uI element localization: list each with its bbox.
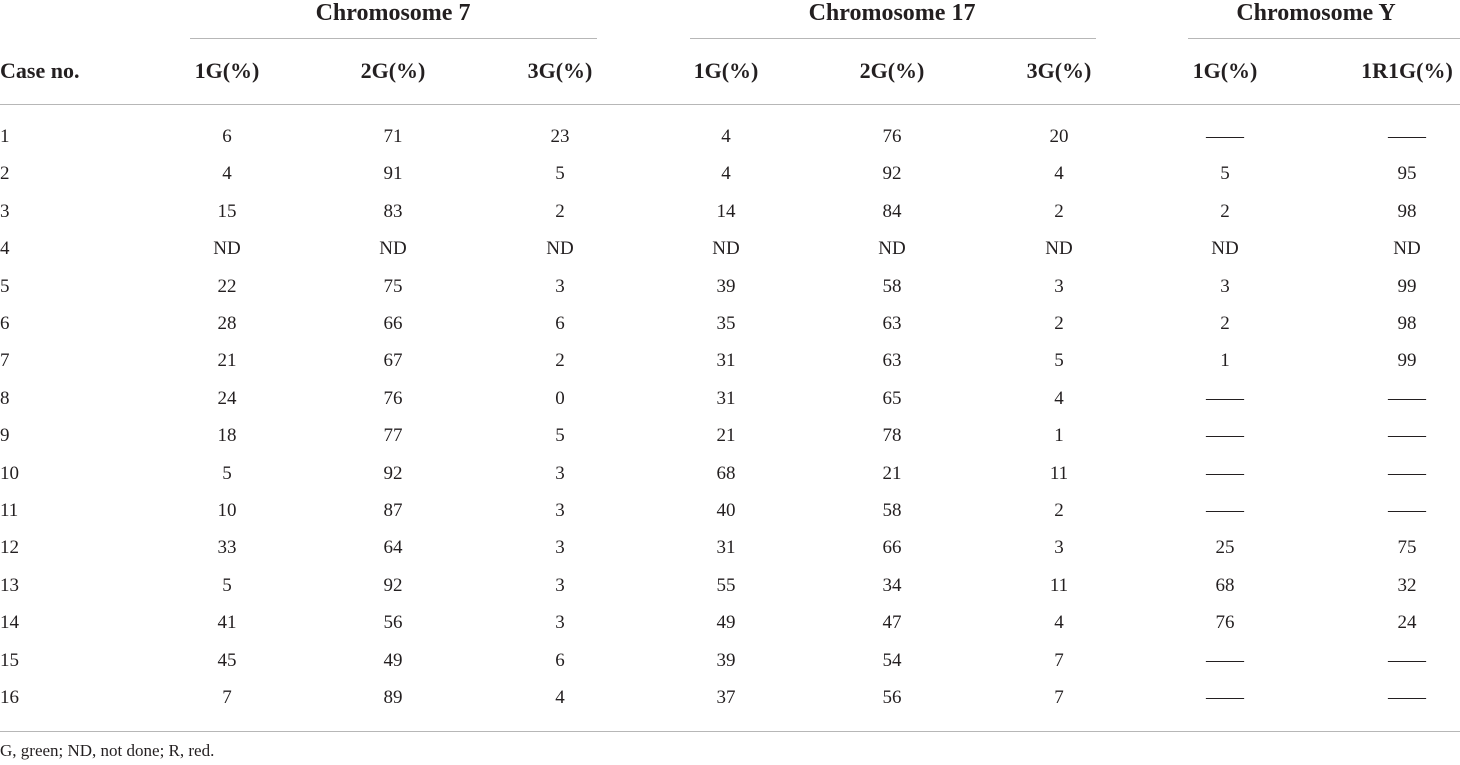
table-cell: 4 xyxy=(222,163,232,185)
table-cell: 5 xyxy=(222,462,232,484)
table-cell: 1 xyxy=(1054,425,1064,447)
table-cell: 5 xyxy=(555,163,565,185)
table-cell: 68 xyxy=(1215,574,1235,596)
case-number-cell: 8 xyxy=(0,387,10,409)
table-cell: —— xyxy=(1206,425,1244,447)
table-cell: 54 xyxy=(882,649,902,671)
table-cell: 76 xyxy=(383,387,403,409)
case-number-cell: 15 xyxy=(0,649,19,671)
table-cell: 1 xyxy=(1220,350,1230,372)
table-cell: 68 xyxy=(716,462,736,484)
table-cell: 15 xyxy=(217,200,237,222)
case-number-cell: 14 xyxy=(0,612,19,634)
table-cell: 64 xyxy=(383,537,403,559)
table-cell: —— xyxy=(1206,126,1244,147)
table-cell: —— xyxy=(1388,387,1426,409)
table-cell: 34 xyxy=(882,574,902,596)
table-cell: 89 xyxy=(383,687,403,708)
table-cell: —— xyxy=(1206,462,1244,484)
table-cell: 5 xyxy=(1220,163,1230,185)
case-number-cell: 16 xyxy=(0,687,19,708)
column-header-6: 3G(%) xyxy=(1026,58,1092,83)
table-cell: 92 xyxy=(882,163,902,185)
table-cell: 4 xyxy=(721,163,731,185)
table-cell: 7 xyxy=(1054,687,1064,708)
table-cell: 78 xyxy=(882,425,902,447)
table-bottom-rule xyxy=(0,731,1460,732)
table-cell: 99 xyxy=(1397,275,1417,297)
table-cell: 45 xyxy=(217,649,237,671)
table-cell: —— xyxy=(1388,687,1426,708)
table-cell: 76 xyxy=(1215,612,1235,634)
table-cell: 4 xyxy=(1054,387,1064,409)
table-cell: 32 xyxy=(1397,574,1417,596)
table-cell: 0 xyxy=(555,387,565,409)
group-underline-chromosome-7 xyxy=(190,38,597,39)
case-number-cell: 7 xyxy=(0,350,10,372)
table-cell: 47 xyxy=(882,612,902,634)
table-cell: ND xyxy=(1393,238,1421,260)
column-header-4: 1G(%) xyxy=(693,58,759,83)
table-cell: 4 xyxy=(1054,612,1064,634)
table-cell: 28 xyxy=(217,313,237,334)
table-cell: 66 xyxy=(882,537,902,559)
table-cell: 84 xyxy=(882,200,902,222)
table-cell: 77 xyxy=(383,425,403,447)
table-cell: —— xyxy=(1388,462,1426,484)
table-cell: 39 xyxy=(716,649,736,671)
table-cell: 2 xyxy=(1054,200,1064,222)
table-cell: 3 xyxy=(1220,275,1230,297)
table-cell: 31 xyxy=(716,387,736,409)
table-cell: 4 xyxy=(721,126,731,147)
table-cell: 67 xyxy=(383,350,403,372)
table-cell: 2 xyxy=(1054,313,1064,334)
table-cell: 21 xyxy=(716,425,736,447)
table-cell: 10 xyxy=(217,500,237,521)
table-cell: —— xyxy=(1206,387,1244,409)
table-cell: 98 xyxy=(1397,313,1417,334)
table-cell: 98 xyxy=(1397,200,1417,222)
table-cell: 83 xyxy=(383,200,403,222)
table-cell: 41 xyxy=(217,612,237,634)
table-cell: 11 xyxy=(1049,462,1069,484)
column-header-2: 2G(%) xyxy=(360,58,426,83)
table-cell: ND xyxy=(712,238,740,260)
table-cell: 11 xyxy=(1049,574,1069,596)
column-header-5: 2G(%) xyxy=(859,58,925,83)
group-title-chromosome-17: Chromosome 17 xyxy=(808,0,976,26)
table-cell: 39 xyxy=(716,275,736,297)
table-cell: 20 xyxy=(1049,126,1069,147)
table-cell: 40 xyxy=(716,500,736,521)
table-cell: ND xyxy=(213,238,241,260)
group-title-chromosome-y: Chromosome Y xyxy=(1236,0,1396,26)
header-bottom-rule xyxy=(0,104,1460,105)
table-cell: 22 xyxy=(217,275,237,297)
table-cell: 3 xyxy=(555,500,565,521)
table-cell: —— xyxy=(1206,687,1244,708)
table-cell: 66 xyxy=(383,313,403,334)
table-cell: —— xyxy=(1388,425,1426,447)
table-cell: 14 xyxy=(716,200,736,222)
table-cell: 63 xyxy=(882,350,902,372)
table-cell: 6 xyxy=(555,649,565,671)
table-cell: —— xyxy=(1388,126,1426,147)
table-cell: 99 xyxy=(1397,350,1417,372)
table-cell: —— xyxy=(1388,649,1426,671)
table-cell: 5 xyxy=(1054,350,1064,372)
table-cell: 2 xyxy=(555,350,565,372)
table-cell: 3 xyxy=(555,574,565,596)
table-cell: 49 xyxy=(716,612,736,634)
table-cell: 75 xyxy=(383,275,403,297)
table-cell: 18 xyxy=(217,425,237,447)
table-cell: 3 xyxy=(555,537,565,559)
table-cell: 91 xyxy=(383,163,403,185)
case-number-cell: 13 xyxy=(0,574,19,596)
table-cell: ND xyxy=(1045,238,1073,260)
table-cell: 63 xyxy=(882,313,902,334)
case-number-cell: 1 xyxy=(0,126,10,147)
table-cell: 2 xyxy=(1220,200,1230,222)
case-number-cell: 9 xyxy=(0,425,10,447)
group-title-chromosome-7: Chromosome 7 xyxy=(315,0,471,26)
table-cell: ND xyxy=(379,238,407,260)
table-cell: 71 xyxy=(383,126,403,147)
table-cell: 65 xyxy=(882,387,902,409)
table-cell: ND xyxy=(878,238,906,260)
table-cell: 35 xyxy=(716,313,736,334)
group-underline-chromosome-17 xyxy=(690,38,1096,39)
table-cell: 3 xyxy=(555,462,565,484)
table-cell: 7 xyxy=(222,687,232,708)
column-header-8: 1R1G(%) xyxy=(1361,58,1453,83)
table-cell: 3 xyxy=(1054,537,1064,559)
table-cell: 3 xyxy=(555,612,565,634)
column-header-0: Case no. xyxy=(0,58,80,83)
table-cell: 3 xyxy=(1054,275,1064,297)
table-cell: 56 xyxy=(882,687,902,708)
case-number-cell: 6 xyxy=(0,313,10,334)
table-cell: 92 xyxy=(383,462,403,484)
table-cell: 58 xyxy=(882,275,902,297)
column-header-3: 3G(%) xyxy=(527,58,593,83)
table-cell: 3 xyxy=(555,275,565,297)
table-cell: 87 xyxy=(383,500,403,521)
table-cell: 75 xyxy=(1397,537,1417,559)
table-cell: 2 xyxy=(1220,313,1230,334)
table-cell: 31 xyxy=(716,350,736,372)
case-number-cell: 5 xyxy=(0,275,10,297)
group-underline-chromosome-y xyxy=(1188,38,1460,39)
table-cell: 5 xyxy=(222,574,232,596)
case-number-cell: 11 xyxy=(0,500,19,521)
table-cell: 76 xyxy=(882,126,902,147)
case-number-cell: 10 xyxy=(0,462,19,484)
table-cell: —— xyxy=(1206,649,1244,671)
table-cell: 33 xyxy=(217,537,237,559)
column-header-1: 1G(%) xyxy=(194,58,260,83)
table-cell: ND xyxy=(1211,238,1239,260)
column-header-7: 1G(%) xyxy=(1192,58,1258,83)
table-cell: 49 xyxy=(383,649,403,671)
table-cell: —— xyxy=(1388,500,1426,521)
table-cell: 58 xyxy=(882,500,902,521)
table-cell: 4 xyxy=(1054,163,1064,185)
table-cell: ND xyxy=(546,238,574,260)
table-cell: 95 xyxy=(1397,163,1417,185)
table-cell: 2 xyxy=(1054,500,1064,521)
table-footnote: G, green; ND, not done; R, red. xyxy=(0,741,215,760)
table-cell: 7 xyxy=(1054,649,1064,671)
case-number-cell: 4 xyxy=(0,238,10,260)
table-cell: 21 xyxy=(217,350,237,372)
table-cell: 25 xyxy=(1215,537,1235,559)
case-number-cell: 2 xyxy=(0,163,10,185)
table-cell: 37 xyxy=(716,687,736,708)
case-number-cell: 12 xyxy=(0,537,19,559)
table-cell: 92 xyxy=(383,574,403,596)
table-cell: 24 xyxy=(1397,612,1417,634)
table-cell: 55 xyxy=(716,574,736,596)
table-cell: —— xyxy=(1206,500,1244,521)
table-cell: 4 xyxy=(555,687,565,708)
table-cell: 21 xyxy=(882,462,902,484)
table-cell: 23 xyxy=(550,126,570,147)
table-cell: 31 xyxy=(716,537,736,559)
table-cell: 6 xyxy=(555,313,565,334)
table-cell: 5 xyxy=(555,425,565,447)
case-number-cell: 3 xyxy=(0,200,10,222)
table-cell: 6 xyxy=(222,126,232,147)
table-cell: 24 xyxy=(217,387,237,409)
table-cell: 56 xyxy=(383,612,403,634)
table-cell: 2 xyxy=(555,200,565,222)
